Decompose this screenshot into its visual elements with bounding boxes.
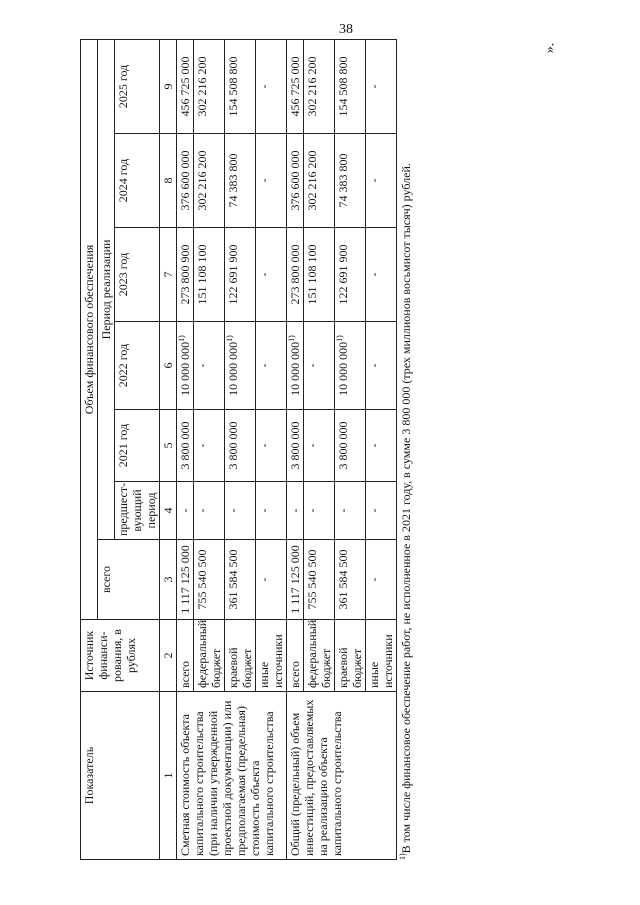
value-text: 376 600 000 — [178, 150, 192, 211]
value-cell-y2025 — [256, 39, 287, 133]
value-cell-y2025 — [225, 39, 256, 133]
value-text: 10 000 000 — [288, 341, 302, 396]
value-cell-y2021 — [256, 410, 287, 482]
value-text: 302 216 200 — [195, 56, 209, 117]
value-text: 3 800 000 — [226, 421, 240, 470]
value-text: 154 508 800 — [336, 56, 350, 117]
source-cell: всего — [287, 620, 304, 692]
value-cell-y2023 — [256, 228, 287, 322]
value-cell-y2025 — [366, 39, 397, 133]
header-period: Период реализации — [98, 39, 115, 539]
value-text: - — [367, 577, 381, 582]
value-cell-y2023 — [304, 228, 335, 322]
value-cell-y2025 — [194, 39, 225, 133]
col-number: 6 — [160, 322, 177, 410]
value-cell-y2023 — [194, 228, 225, 322]
value-text: 122 691 900 — [226, 244, 240, 305]
value-text: 151 108 100 — [195, 244, 209, 305]
value-cell-y2023 — [287, 228, 304, 322]
value-cell-y2024 — [366, 134, 397, 228]
value-cell-y2022 — [335, 322, 366, 410]
value-cell-total — [194, 540, 225, 620]
value-text: - — [195, 363, 209, 368]
source-cell: всего — [177, 620, 194, 692]
value-text: 456 725 000 — [178, 56, 192, 117]
value-text: 1 117 125 000 — [178, 545, 192, 614]
value-cell-y2024 — [177, 134, 194, 228]
value-cell-prior — [366, 482, 397, 540]
table-row — [287, 39, 304, 859]
value-cell-y2021 — [304, 410, 335, 482]
value-text: - — [257, 508, 271, 513]
value-text: - — [226, 508, 240, 513]
footnote-ref: 1) — [225, 335, 234, 342]
value-cell-y2025 — [304, 39, 335, 133]
value-cell-prior — [194, 482, 225, 540]
value-text: - — [288, 508, 302, 513]
value-text: 302 216 200 — [195, 150, 209, 211]
value-cell-prior — [335, 482, 366, 540]
header-2023: 2023 год — [115, 228, 160, 322]
value-text: - — [367, 363, 381, 368]
value-cell-total — [177, 540, 194, 620]
value-text: - — [257, 363, 271, 368]
value-text: - — [305, 363, 319, 368]
financing-table — [80, 39, 397, 860]
value-text: - — [195, 443, 209, 448]
value-text: - — [257, 272, 271, 277]
value-text: 273 800 000 — [288, 244, 302, 305]
value-text: 122 691 900 — [336, 244, 350, 305]
value-text: 755 540 500 — [305, 549, 319, 610]
footnote-marker: 1) — [398, 853, 407, 860]
value-cell-y2022 — [287, 322, 304, 410]
value-cell-y2022 — [194, 322, 225, 410]
col-number: 9 — [160, 39, 177, 133]
footnote-text: В том числе финансовое обеспечение работ, не исполненное в 2021 году, в сумме 3 800 000 (трех миллионов восьмисот тысяч) рублей. — [399, 163, 413, 854]
value-text: 74 383 800 — [336, 153, 350, 208]
value-cell-prior — [304, 482, 335, 540]
header-prior: предшест-вующий период — [115, 482, 160, 540]
value-text: 74 383 800 — [226, 153, 240, 208]
value-text: 456 725 000 — [288, 56, 302, 117]
value-cell-y2025 — [335, 39, 366, 133]
value-cell-y2024 — [335, 134, 366, 228]
footnote — [399, 40, 414, 860]
header-indicator: Показатель — [81, 692, 160, 860]
value-text: 755 540 500 — [195, 549, 209, 610]
value-text: 1 117 125 000 — [288, 545, 302, 614]
value-cell-prior — [256, 482, 287, 540]
value-cell-y2023 — [366, 228, 397, 322]
value-text: - — [257, 577, 271, 582]
value-text: 154 508 800 — [226, 56, 240, 117]
source-cell: федеральный бюджет — [304, 620, 335, 692]
value-text: 10 000 000 — [178, 341, 192, 396]
value-cell-total — [335, 540, 366, 620]
closing-quote: ». — [542, 42, 558, 54]
value-text: 151 108 100 — [305, 244, 319, 305]
source-cell: краевой бюджет — [335, 620, 366, 692]
header-source: Источник финанси-рования, в рублях — [81, 620, 160, 692]
value-text: 3 800 000 — [178, 421, 192, 470]
value-text: 273 800 900 — [178, 244, 192, 305]
header-2021: 2021 год — [115, 410, 160, 482]
value-text: - — [257, 84, 271, 89]
value-cell-y2021 — [194, 410, 225, 482]
value-text: - — [367, 508, 381, 513]
source-cell: иные источники — [366, 620, 397, 692]
value-cell-y2023 — [225, 228, 256, 322]
value-cell-y2022 — [177, 322, 194, 410]
header-2022: 2022 год — [115, 322, 160, 410]
col-number: 3 — [160, 540, 177, 620]
value-cell-y2023 — [335, 228, 366, 322]
value-cell-y2023 — [177, 228, 194, 322]
value-cell-total — [304, 540, 335, 620]
source-cell: иные источники — [256, 620, 287, 692]
header-2025: 2025 год — [115, 39, 160, 133]
source-cell: федеральный бюджет — [194, 620, 225, 692]
value-text: - — [178, 508, 192, 513]
col-number: 2 — [160, 620, 177, 692]
value-cell-y2021 — [177, 410, 194, 482]
value-cell-total — [287, 540, 304, 620]
value-text: 361 584 500 — [226, 549, 240, 610]
value-text: 361 584 500 — [336, 549, 350, 610]
value-text: - — [367, 443, 381, 448]
footnote-ref: 1) — [335, 335, 344, 342]
value-text: - — [367, 178, 381, 183]
table-row — [177, 39, 194, 859]
value-text: 3 800 000 — [336, 421, 350, 470]
value-cell-y2022 — [366, 322, 397, 410]
value-cell-y2024 — [225, 134, 256, 228]
column-numbers-row — [160, 39, 177, 859]
value-cell-total — [366, 540, 397, 620]
col-number: 4 — [160, 482, 177, 540]
value-cell-y2022 — [225, 322, 256, 410]
value-cell-y2024 — [256, 134, 287, 228]
value-cell-y2025 — [287, 39, 304, 133]
value-text: 302 216 200 — [305, 56, 319, 117]
value-cell-y2022 — [304, 322, 335, 410]
value-text: 376 600 000 — [288, 150, 302, 211]
value-text: - — [257, 178, 271, 183]
indicator-cell: Общий (предельный) объем инвестиций, предоставляемых на реализацию объекта капитального строительства — [287, 692, 397, 860]
value-text: - — [305, 443, 319, 448]
value-cell-prior — [287, 482, 304, 540]
value-text: 302 216 200 — [305, 150, 319, 211]
value-cell-y2024 — [287, 134, 304, 228]
value-cell-y2024 — [304, 134, 335, 228]
col-number: 8 — [160, 134, 177, 228]
value-cell-total — [256, 540, 287, 620]
source-cell: краевой бюджет — [225, 620, 256, 692]
value-text: 10 000 000 — [226, 341, 240, 396]
value-cell-y2022 — [256, 322, 287, 410]
table-title: Объем финансового обеспечения — [81, 39, 98, 619]
value-cell-y2024 — [194, 134, 225, 228]
rotated-table-block — [80, 40, 530, 860]
value-text: - — [367, 272, 381, 277]
value-cell-y2021 — [225, 410, 256, 482]
header-2024: 2024 год — [115, 134, 160, 228]
value-text: - — [367, 84, 381, 89]
page-number: 38 — [339, 22, 353, 37]
value-text: - — [336, 508, 350, 513]
value-text: 3 800 000 — [288, 421, 302, 470]
indicator-cell: Сметная стоимость объекта капитального строительства (при наличии утвержденной проектной документации) или предполагаемая (предельная) стоимость объекта капитального строительства — [177, 692, 287, 860]
header-total: всего — [98, 540, 160, 620]
value-text: - — [257, 443, 271, 448]
footnote-ref: 1) — [287, 335, 296, 342]
value-cell-prior — [177, 482, 194, 540]
value-text: - — [195, 508, 209, 513]
value-text: - — [305, 508, 319, 513]
col-number: 5 — [160, 410, 177, 482]
value-cell-prior — [225, 482, 256, 540]
col-number: 7 — [160, 228, 177, 322]
value-cell-y2025 — [177, 39, 194, 133]
value-text: 10 000 000 — [336, 341, 350, 396]
value-cell-y2021 — [366, 410, 397, 482]
value-cell-y2021 — [335, 410, 366, 482]
value-cell-total — [225, 540, 256, 620]
value-cell-y2021 — [287, 410, 304, 482]
footnote-ref: 1) — [177, 335, 186, 342]
col-number: 1 — [160, 692, 177, 860]
